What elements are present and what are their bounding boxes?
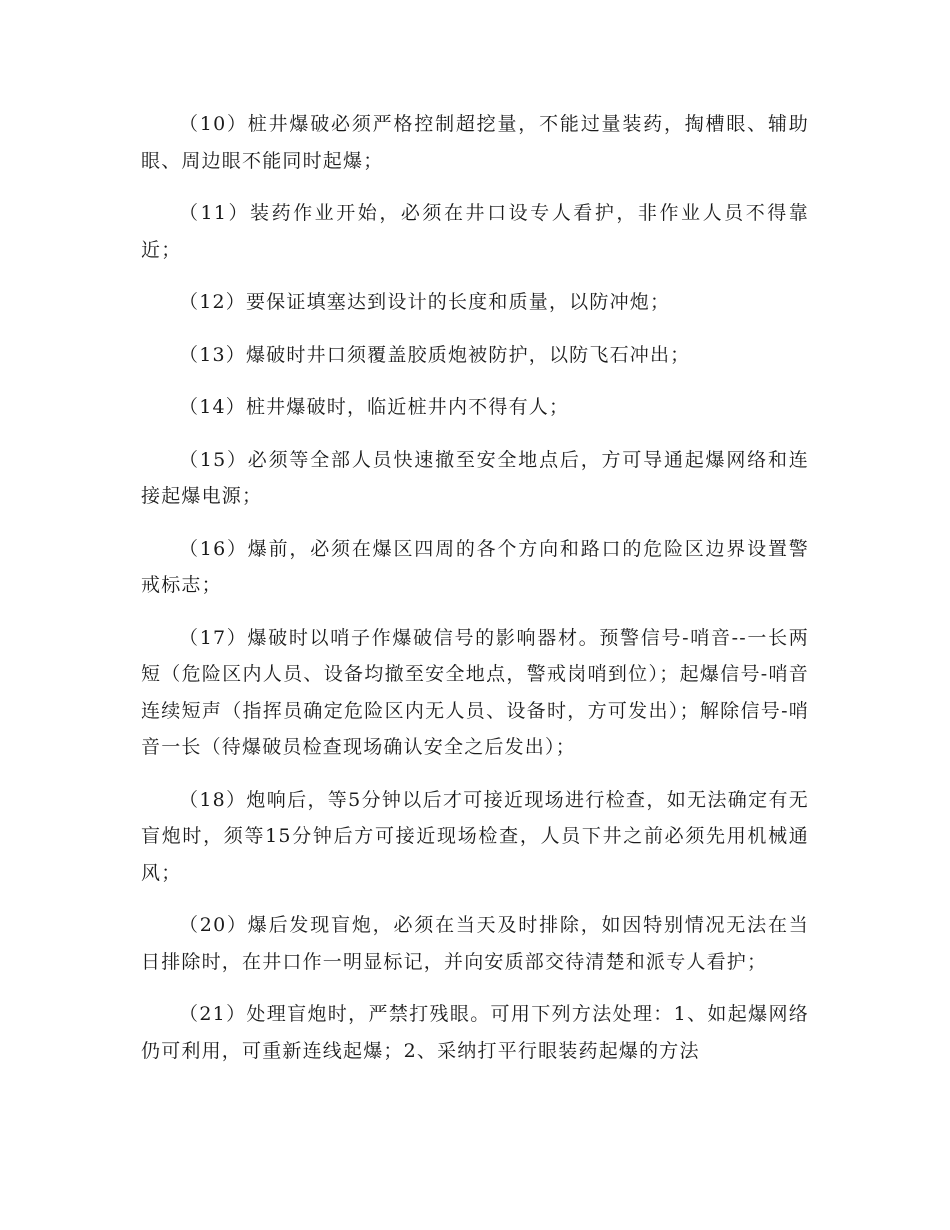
paragraph-17: （17）爆破时以哨子作爆破信号的影响器材。预警信号-哨音--一长两短（危险区内人员、设备均撤至安全地点，警戒岗哨到位）；起爆信号-哨音连续短声（指挥员确定危险区内无人员、设备时，方可发出）；解除信号-哨音一长（待爆破员检查现场确认安全之后发出）；	[141, 626, 809, 758]
paragraph-14: （14）桩井爆破时，临近桩井内不得有人；	[179, 396, 570, 418]
document-body	[141, 106, 809, 1085]
paragraph-15: （15）必须等全部人员快速撤至安全地点后，方可导通起爆网络和连接起爆电源；	[141, 448, 809, 507]
paragraph-16: （16）爆前，必须在爆区四周的各个方向和路口的危险区边界设置警戒标志；	[141, 537, 809, 596]
paragraph-10: （10）桩井爆破必须严格控制超挖量，不能过量装药，掏槽眼、辅助眼、周边眼不能同时起爆；	[141, 113, 809, 172]
paragraph-21: （21）处理盲炮时，严禁打残眼。可用下列方法处理：1、如起爆网络仍可利用，可重新连线起爆；2、采纳打平行眼装药起爆的方法	[141, 1003, 809, 1062]
paragraph-13: （13）爆破时井口须覆盖胶质炮被防护，以防飞石冲出；	[179, 343, 691, 366]
paragraph-11: （11）装药作业开始，必须在井口设专人看护，非作业人员不得靠近；	[141, 202, 809, 261]
paragraph-20: （20）爆后发现盲炮，必须在当天及时排除，如因特别情况无法在当日排除时，在井口作一明显标记，并向安质部交待清楚和派专人看护；	[141, 914, 809, 973]
paragraph-18: （18）炮响后，等5分钟以后才可接近现场进行检查，如无法确定有无盲炮时，须等15分钟后方可接近现场检查，人员下井之前必须先用机械通风；	[141, 788, 809, 884]
paragraph-12: （12）要保证填塞达到设计的长度和质量，以防冲炮；	[179, 291, 671, 313]
